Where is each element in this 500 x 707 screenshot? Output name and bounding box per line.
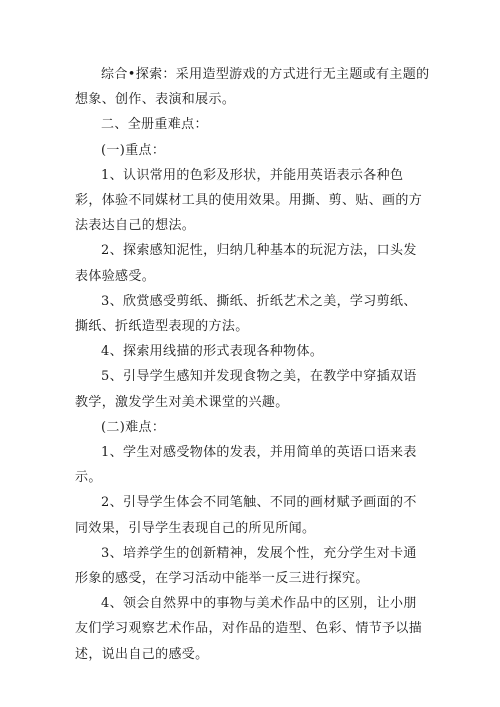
key-point-1: 1、认识常用的色彩及形状，并能用英语表示各种色彩，体验不同媒材工具的使用效果。用撕、剪、贴、画的方法表达自己的想法。 bbox=[75, 167, 423, 234]
key-point-5: 5、引导学生感知并发现食物之美，在教学中穿插双语教学，激发学生对美术课堂的兴趣。 bbox=[75, 369, 417, 410]
subheading-difficult-points: (二)难点： bbox=[101, 419, 166, 435]
paragraph-intro: 综合•探索：采用造型游戏的方式进行无主题或有主题的想象、创作、表演和展示。 bbox=[75, 67, 430, 108]
key-point-4: 4、探索用线描的形式表现各种物体。 bbox=[101, 344, 324, 360]
subheading-key-points: (一)重点： bbox=[101, 142, 166, 158]
document-body bbox=[75, 62, 430, 667]
difficult-point-4: 4、领会自然界中的事物与美术作品中的区别，让小朋友们学习观察艺术作品，对作品的造型、色彩、情节予以描述，说出自己的感受。 bbox=[75, 596, 423, 662]
key-point-2: 2、探索感知泥性，归纳几种基本的玩泥方法，口头发表体验感受。 bbox=[75, 243, 417, 284]
key-point-3: 3、欣赏感受剪纸、撕纸、折纸艺术之美，学习剪纸、撕纸、折纸造型表现的方法。 bbox=[75, 293, 417, 335]
difficult-point-3: 3、培养学生的创新精神，发展个性，充分学生对卡通形象的感受，在学习活动中能举一反三进行探究。 bbox=[75, 545, 417, 587]
difficult-point-1: 1、学生对感受物体的发表，并用简单的英语口语来表示。 bbox=[75, 445, 417, 486]
section-heading-key-difficult-points: 二、全册重难点： bbox=[101, 117, 208, 133]
difficult-point-2: 2、引导学生体会不同笔触、不同的画材赋予画面的不同效果，引导学生表现自己的所见所闻。 bbox=[75, 495, 417, 536]
